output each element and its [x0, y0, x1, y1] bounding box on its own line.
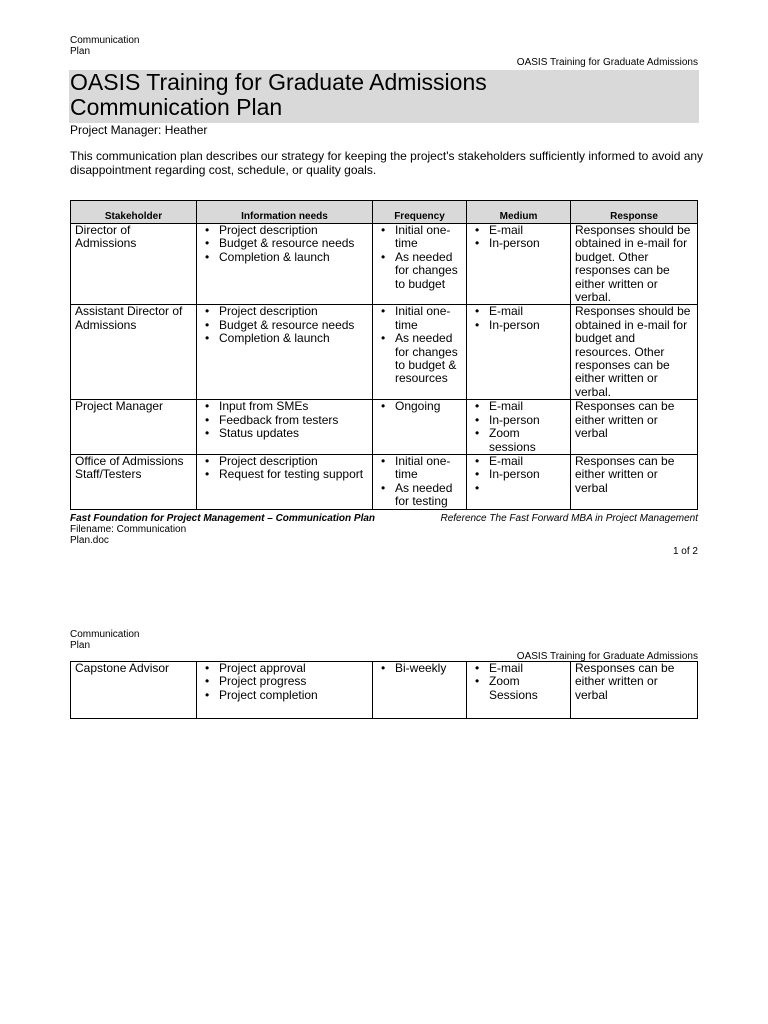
list-item: • Project description	[219, 305, 368, 318]
table-row	[71, 454, 698, 509]
info-cell	[197, 454, 373, 509]
list-item: • As needed for changes to budget	[395, 251, 462, 291]
table-row	[71, 224, 698, 305]
title-line-2: Communication Plan	[70, 94, 283, 120]
list-item: • Project approval	[219, 662, 368, 675]
frequency-cell	[373, 224, 467, 305]
list-item: • E-mail	[489, 455, 566, 468]
communication-table-continued	[70, 661, 698, 719]
frequency-cell	[373, 454, 467, 509]
page-header-left: Communication Plan	[70, 35, 140, 57]
table-row	[71, 662, 698, 719]
communication-table	[70, 200, 698, 510]
medium-cell	[467, 305, 571, 400]
frequency-cell	[373, 662, 467, 719]
list-item: • E-mail	[489, 224, 566, 237]
list-item: • Feedback from testers	[219, 414, 368, 427]
header-information-needs: Information needs	[197, 201, 373, 224]
list-item: • Initial one-time	[395, 224, 462, 251]
response-cell: Responses can be either written or verbal	[571, 662, 698, 719]
project-manager-line: Project Manager: Heather	[70, 123, 208, 137]
header-response: Response	[571, 201, 698, 224]
stakeholder-cell: Office of Admissions Staff/Testers	[71, 454, 197, 509]
list-item: • Bi-weekly	[395, 662, 462, 675]
table-row	[71, 305, 698, 400]
list-item: • E-mail	[489, 305, 566, 318]
response-cell: Responses can be either written or verbal	[571, 454, 698, 509]
document-title	[69, 70, 699, 123]
list-item: • Zoom Sessions	[489, 675, 566, 702]
table-row	[71, 400, 698, 455]
frequency-cell	[373, 305, 467, 400]
info-cell	[197, 305, 373, 400]
list-item: • Project progress	[219, 675, 368, 688]
frequency-cell	[373, 400, 467, 455]
intro-paragraph: This communication plan describes our strategy for keeping the project's stakeholders sufficiently informed to avoid any disappointment regarding cost, schedule, or quality goals.	[70, 149, 704, 177]
page-number: 1 of 2	[672, 546, 698, 557]
list-item: • Status updates	[219, 427, 368, 440]
list-item: • In-person	[489, 414, 566, 427]
response-cell: Responses should be obtained in e-mail for budget. Other responses can be either written or verbal.	[571, 224, 698, 305]
list-item	[489, 482, 566, 495]
list-item: • In-person	[489, 319, 566, 332]
stakeholder-cell: Assistant Director of Admissions	[71, 305, 197, 400]
medium-cell	[467, 224, 571, 305]
list-item: • Budget & resource needs	[219, 319, 368, 332]
page-header-right: OASIS Training for Graduate Admissions	[516, 651, 698, 662]
list-item: • Ongoing	[395, 400, 462, 413]
medium-cell	[467, 454, 571, 509]
list-item: • As needed for changes to budget & resources	[395, 332, 462, 386]
list-item: • Initial one-time	[395, 455, 462, 482]
page-footer-left	[70, 513, 375, 546]
list-item: • Project completion	[219, 689, 368, 702]
list-item: • E-mail	[489, 400, 566, 413]
stakeholder-cell: Project Manager	[71, 400, 197, 455]
footer-doc-title: Fast Foundation for Project Management – Communication Plan	[70, 513, 376, 524]
stakeholder-cell: Director of Admissions	[71, 224, 197, 305]
page-header-left: Communication Plan	[70, 629, 140, 651]
header-medium: Medium	[467, 201, 571, 224]
list-item: • In-person	[489, 237, 566, 250]
list-item: • Input from SMEs	[219, 400, 368, 413]
page-header-right: OASIS Training for Graduate Admissions	[516, 57, 698, 68]
list-item: • Request for testing support	[219, 468, 368, 481]
header-stakeholder: Stakeholder	[71, 201, 197, 224]
response-cell: Responses can be either written or verbal	[571, 400, 698, 455]
table-header-row	[71, 201, 698, 224]
list-item: • Zoom sessions	[489, 427, 566, 454]
list-item: • In-person	[489, 468, 566, 481]
info-cell	[197, 662, 373, 719]
medium-cell	[467, 400, 571, 455]
list-item: • Budget & resource needs	[219, 237, 368, 250]
list-item: • As needed for testing	[395, 482, 462, 509]
info-cell	[197, 400, 373, 455]
info-cell	[197, 224, 373, 305]
header-frequency: Frequency	[373, 201, 467, 224]
footer-filename: Filename: Communication Plan.doc	[70, 524, 187, 546]
list-item: • Completion & launch	[219, 332, 368, 345]
stakeholder-cell: Capstone Advisor	[71, 662, 197, 719]
list-item: • Project description	[219, 224, 368, 237]
list-item: • Project description	[219, 455, 368, 468]
list-item: • Completion & launch	[219, 251, 368, 264]
response-cell: Responses should be obtained in e-mail for budget and resources. Other responses can be either written or verbal.	[571, 305, 698, 400]
list-item: • Initial one-time	[395, 305, 462, 332]
list-item: • E-mail	[489, 662, 566, 675]
medium-cell	[467, 662, 571, 719]
page-footer-right: Reference The Fast Forward MBA in Project Management	[440, 513, 698, 524]
title-line-1: OASIS Training for Graduate Admissions	[70, 69, 487, 95]
